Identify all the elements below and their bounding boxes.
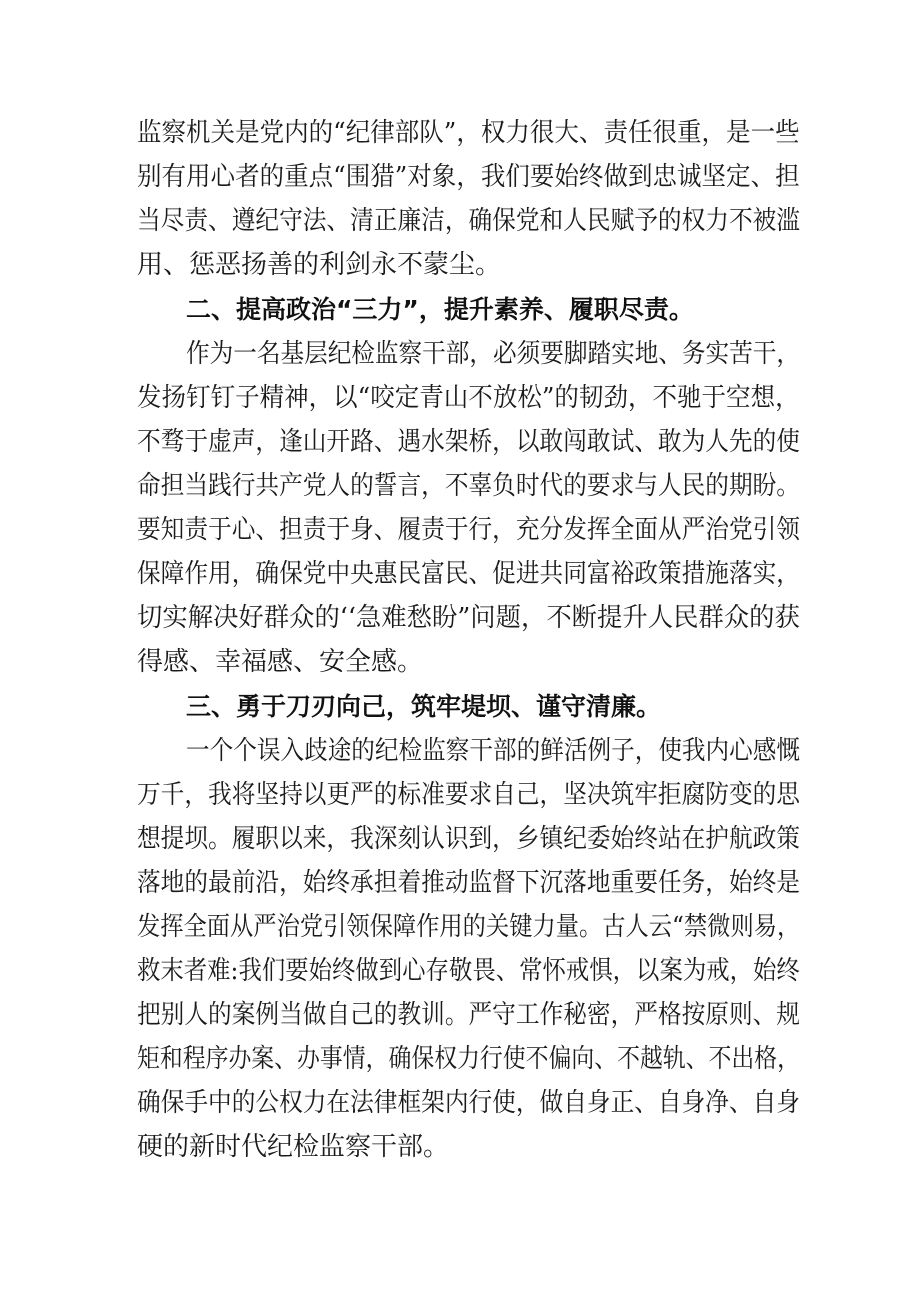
text-line: 硬的新时代纪检监察干部。	[137, 1132, 450, 1162]
text-line: 要知责于心、担责于身、履责于行，充分发挥全面从严治党引领	[137, 515, 801, 545]
text-line: 万千，我将坚持以更严的标准要求自己，坚决筑牢拒腐防变的思	[137, 780, 801, 810]
text-line: 发挥全面从严治党引领保障作用的关键力量。古人云“禁微则易，	[137, 912, 801, 942]
text-line: 保障作用，确保党中央惠民富民、促进共同富裕政策措施落实，	[137, 559, 801, 589]
text-line: 用、惩恶扬善的利剑永不蒙尘。	[137, 250, 502, 280]
text-line: 想提坝。履职以来，我深刻认识到，乡镇纪委始终站在护航政策	[137, 824, 801, 854]
text-line: 监察机关是党内的“纪律部队”，权力很大、责任很重，是一些	[137, 118, 800, 148]
section-heading: 二、提高政治“三力”，提升素养、履职尽责。	[186, 295, 694, 324]
text-line: 落地的最前沿，始终承担着推动监督下沉落地重要任务，始终是	[137, 868, 801, 898]
text-line: 不骛于虚声，逢山开路、遇水架桥，以敢闯敢试、敢为人先的使	[137, 427, 801, 457]
text-line: 把别人的案例当做自己的教训。严守工作秘密，严格按原则、规	[137, 1000, 801, 1030]
text-line: 救末者难:我们要始终做到心存敬畏、常怀戒惧，以案为戒，始终	[137, 956, 800, 986]
text-line: 一个个误入歧途的纪检监察干部的鲜活例子，使我内心感慨	[186, 736, 801, 766]
text-line: 别有用心者的重点“围猎”对象，我们要始终做到忠诚坚定、担	[137, 162, 800, 192]
text-line: 确保手中的公权力在法律框架内行使，做自身正、自身净、自身	[137, 1088, 801, 1118]
text-line: 命担当践行共产党人的誓言，不辜负时代的要求与人民的期盼。	[137, 471, 801, 501]
text-line: 得感、幸福感、安全感。	[137, 647, 424, 677]
section-heading: 三、勇于刀刃向己，筑牢堤坝、谨守清廉。	[186, 692, 662, 721]
text-line: 当尽责、遵纪守法、清正廉洁，确保党和人民赋予的权力不被滥	[137, 206, 801, 236]
text-line: 切实解决好群众的‘‘急难愁盼”问题，不断提升人民群众的获	[137, 603, 800, 633]
text-line: 矩和程序办案、办事情，确保权力行使不偏向、不越轨、不出格，	[137, 1044, 801, 1074]
text-line: 发扬钉钉子精神，以“咬定青山不放松”的韧劲，不驰于空想，	[137, 383, 800, 413]
text-line: 作为一名基层纪检监察干部，必须要脚踏实地、务实苦干，	[186, 339, 801, 369]
